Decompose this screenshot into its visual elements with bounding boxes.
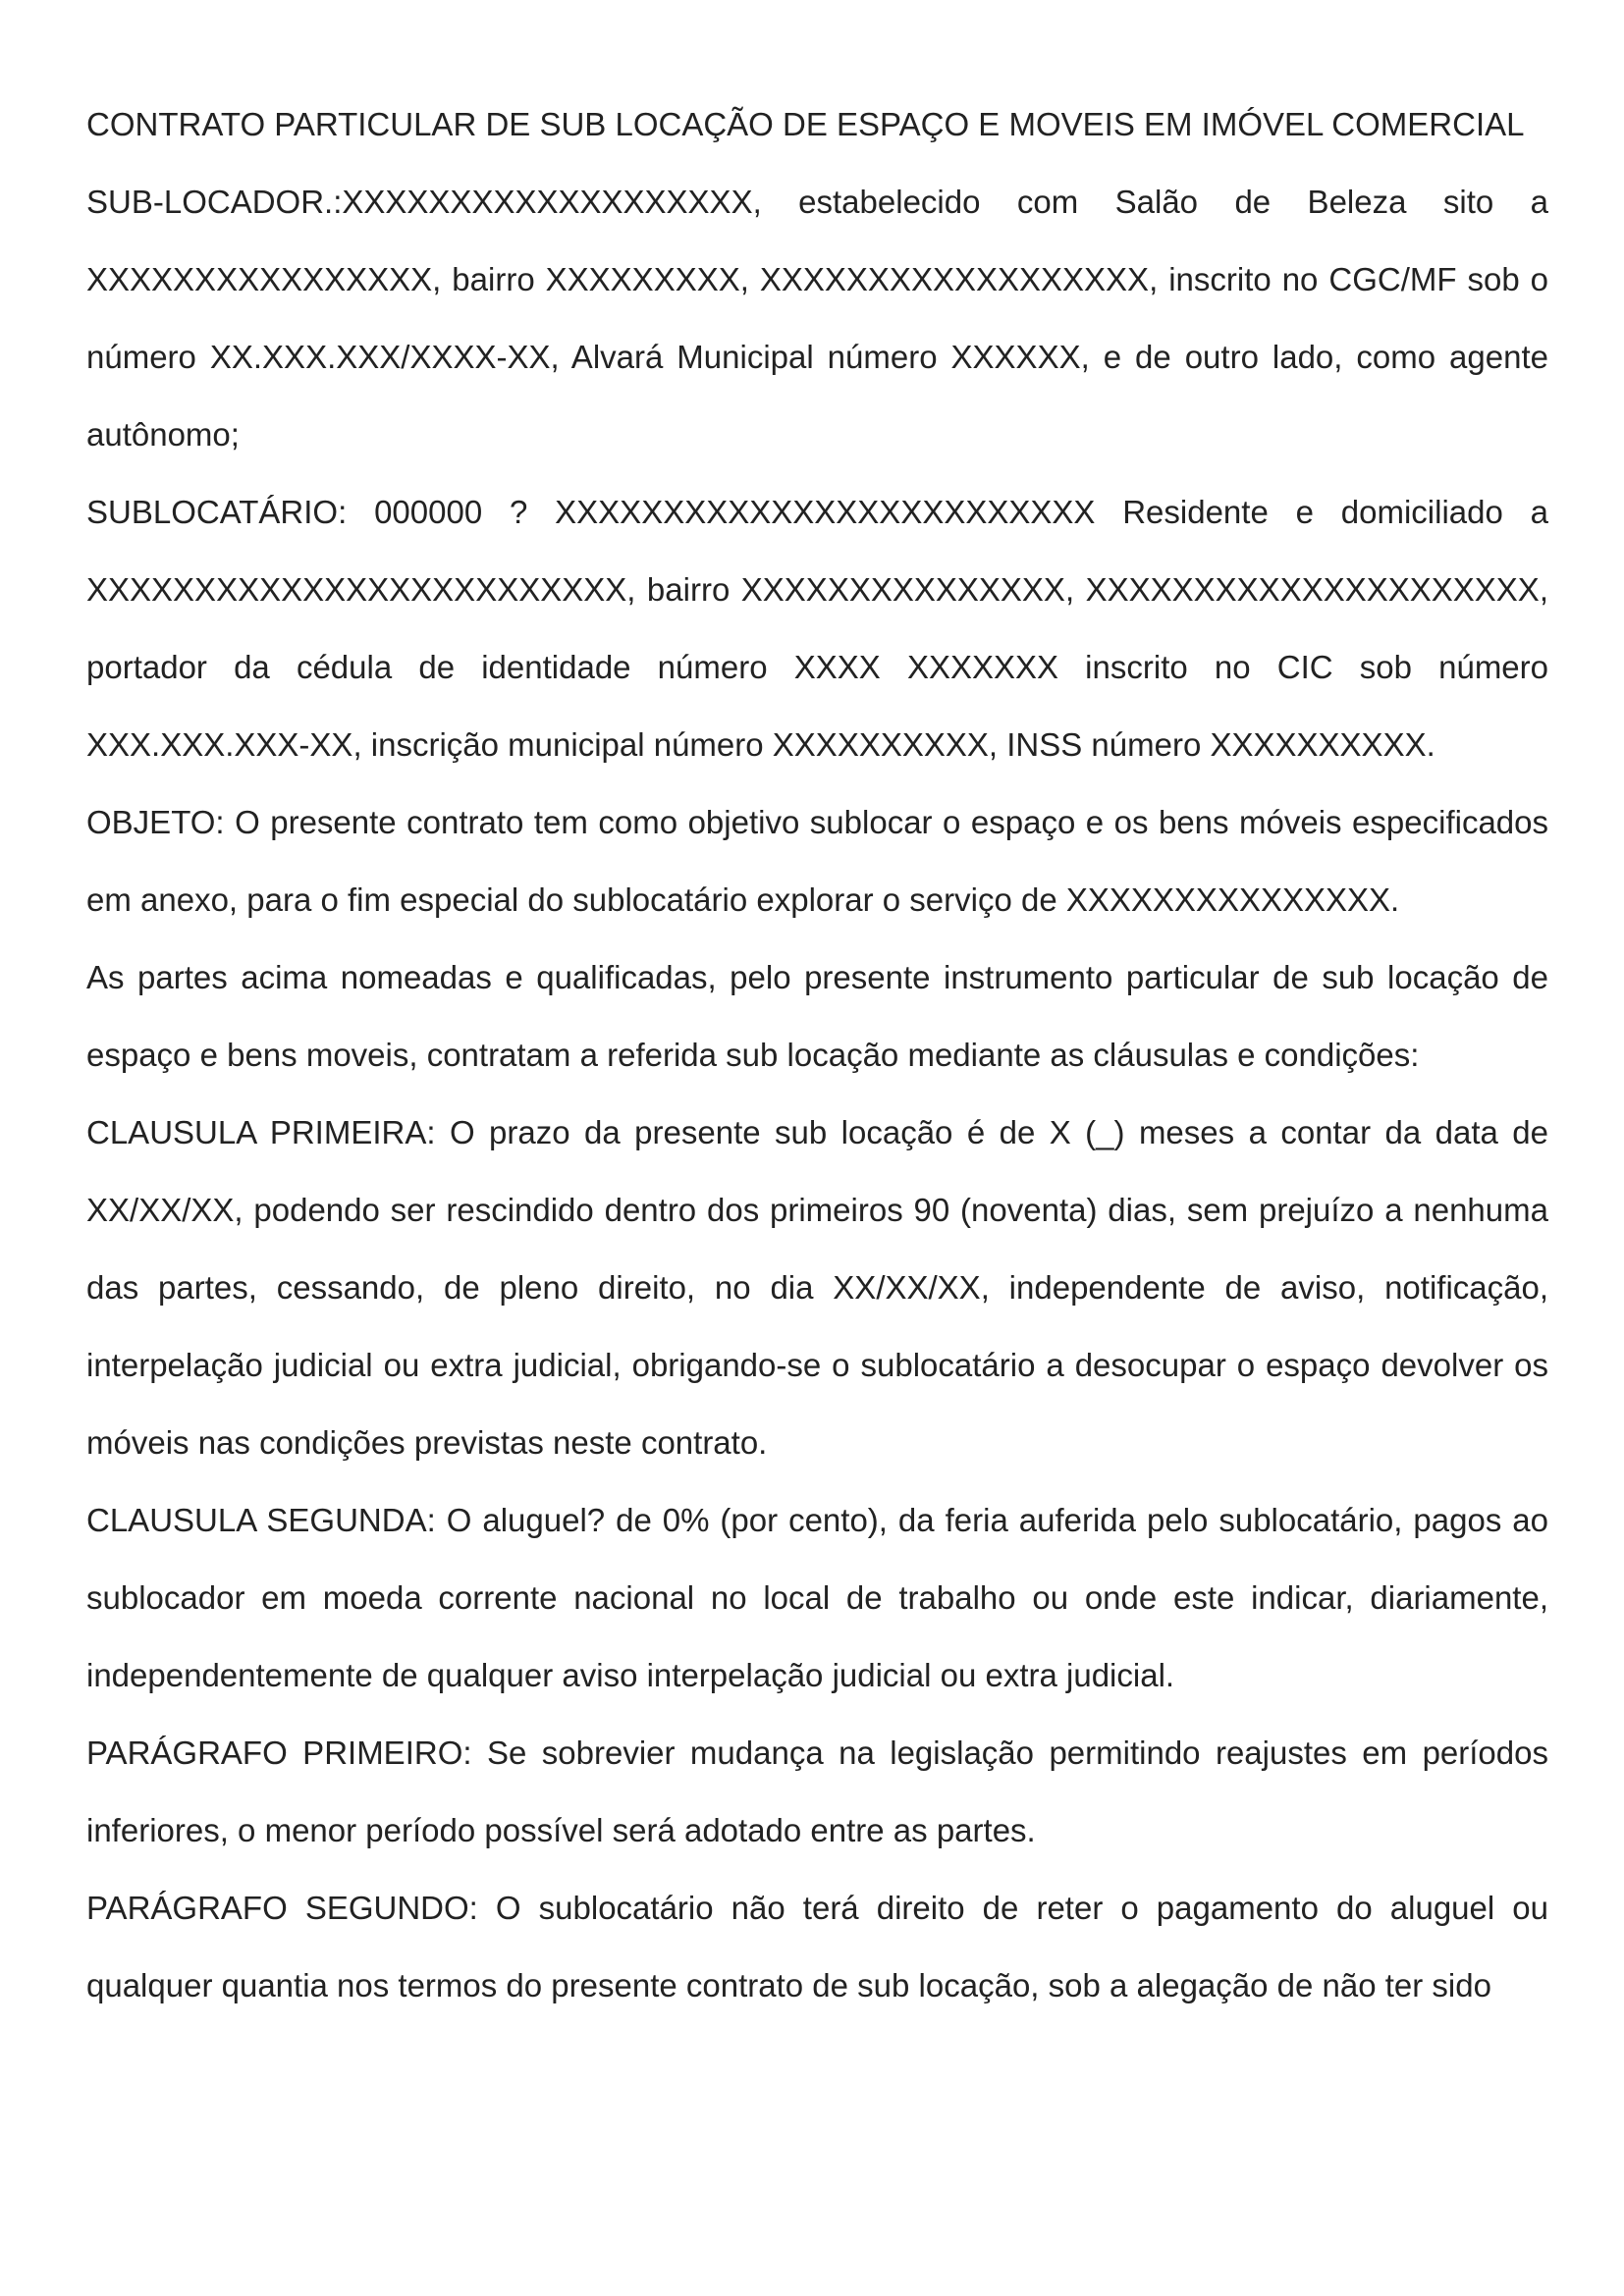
contract-title: CONTRATO PARTICULAR DE SUB LOCAÇÃO DE ESPAÇO E MOVEIS EM IMÓVEL COMERCIAL	[86, 106, 1525, 142]
objeto-paragraph: OBJETO: O presente contrato tem como objetivo sublocar o espaço e os bens móveis especificados em anexo, para o fim especial do sublocatário explorar o serviço de XXXXXXXXXXXXXXX.	[86, 804, 1548, 918]
intro-paragraph: As partes acima nomeadas e qualificadas, pelo presente instrumento particular de sub locação de espaço e bens moveis, contratam a referida sub locação mediante as cláusulas e condições:	[86, 959, 1548, 1073]
paragrafo-primeiro-paragraph: PARÁGRAFO PRIMEIRO: Se sobrevier mudança na legislação permitindo reajustes em períodos inferiores, o menor período possível será adotado entre as partes.	[86, 1735, 1548, 1848]
clausula-segunda-paragraph: CLAUSULA SEGUNDA: O aluguel? de 0% (por cento), da feria auferida pelo sublocatário, pagos ao sublocador em moeda corrente nacional no local de trabalho ou onde este indicar, diariamente, independentemente de qualquer aviso interpelação judicial ou extra judicial.	[86, 1502, 1548, 1693]
sublocatario-paragraph: SUBLOCATÁRIO: 000000 ? XXXXXXXXXXXXXXXXXXXXXXXXX Residente e domiciliado a XXXXXXXXXXXXXXXXXXXXXXXXX, bairro XXXXXXXXXXXXXXX, XXXXXXXXXXXXXXXXXXXXX, portador da cédula de identidade número XXXX XXXXXXX inscrito no CIC sob número XXX.XXX.XXX-XX, inscrição municipal número XXXXXXXXXX, INSS número XXXXXXXXXX.	[86, 494, 1548, 763]
sublocador-paragraph: SUB-LOCADOR.:XXXXXXXXXXXXXXXXXXX, estabelecido com Salão de Beleza sito a XXXXXXXXXXXXXXXX, bairro XXXXXXXXX, XXXXXXXXXXXXXXXXXX, inscrito no CGC/MF sob o número XX.XXX.XXX/XXXX-XX, Alvará Municipal número XXXXXX, e de outro lado, como agente autônomo;	[86, 184, 1548, 453]
clausula-primeira-paragraph: CLAUSULA PRIMEIRA: O prazo da presente sub locação é de X (_) meses a contar da data de XX/XX/XX, podendo ser rescindido dentro dos primeiros 90 (noventa) dias, sem prejuízo a nenhuma das partes, cessando, de pleno direito, no dia XX/XX/XX, independente de aviso, notificação, interpelação judicial ou extra judicial, obrigando-se o sublocatário a desocupar o espaço devolver os móveis nas condições previstas neste contrato.	[86, 1114, 1548, 1461]
paragrafo-segundo-paragraph: PARÁGRAFO SEGUNDO: O sublocatário não terá direito de reter o pagamento do aluguel ou qualquer quantia nos termos do presente contrato de sub locação, sob a alegação de não ter sido	[86, 1890, 1548, 2003]
document-body	[86, 85, 1548, 2024]
